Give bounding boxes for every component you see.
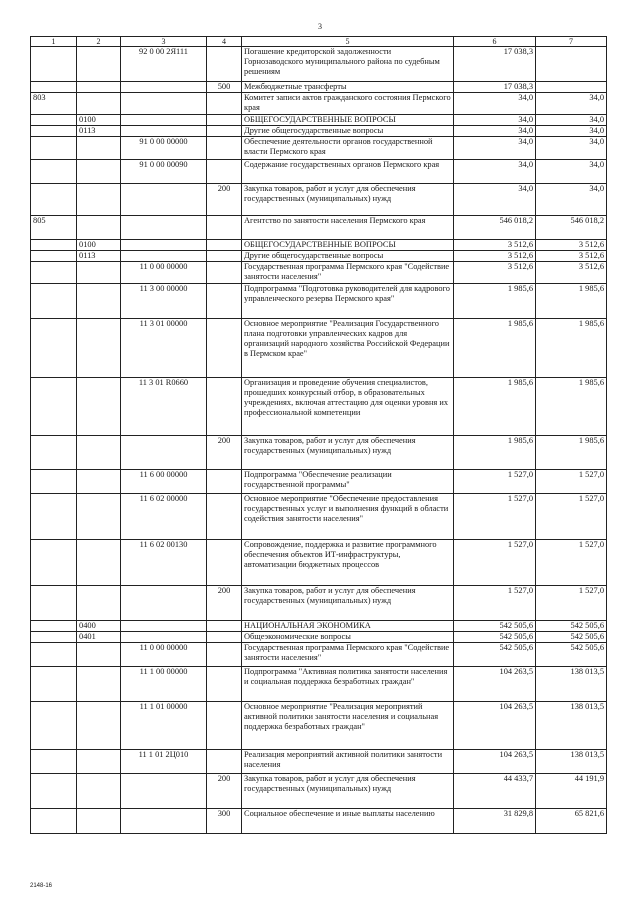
- section-code-cell: [77, 378, 121, 436]
- amount-year1-cell: 3 512,6: [454, 240, 536, 251]
- amount-year2-cell: 65 821,6: [536, 809, 607, 834]
- table-row: [31, 115, 607, 126]
- expense-type-cell: [207, 750, 242, 774]
- admin-code-cell: [31, 750, 77, 774]
- admin-code-cell: [31, 774, 77, 809]
- admin-code-cell: [31, 184, 77, 216]
- description-cell: Основное мероприятие "Обеспечение предоставления государственных услуг и выполнения функций в области содействия занятости населения": [242, 494, 454, 540]
- expense-type-cell: [207, 470, 242, 494]
- target-article-cell: [121, 126, 207, 137]
- description-cell: Государственная программа Пермского края "Содействие занятости населения": [242, 262, 454, 284]
- section-code-cell: [77, 643, 121, 667]
- amount-year2-cell: 1 527,0: [536, 470, 607, 494]
- table-row: [31, 82, 607, 93]
- table-row: [31, 184, 607, 216]
- admin-code-cell: [31, 262, 77, 284]
- table-row: [31, 93, 607, 115]
- amount-year1-cell: 1 527,0: [454, 470, 536, 494]
- expense-type-cell: 200: [207, 586, 242, 621]
- amount-year2-cell: 1 985,6: [536, 284, 607, 319]
- section-code-cell: [77, 702, 121, 750]
- amount-year2-cell: 542 505,6: [536, 621, 607, 632]
- amount-year1-cell: 104 263,5: [454, 702, 536, 750]
- section-code-cell: 0113: [77, 126, 121, 137]
- section-code-cell: 0400: [77, 621, 121, 632]
- table-row: [31, 586, 607, 621]
- expense-type-cell: 200: [207, 774, 242, 809]
- description-cell: Другие общегосударственные вопросы: [242, 251, 454, 262]
- amount-year1-cell: 1 527,0: [454, 494, 536, 540]
- table-row: [31, 378, 607, 436]
- table-row: [31, 160, 607, 184]
- section-code-cell: [77, 494, 121, 540]
- description-cell: ОБЩЕГОСУДАРСТВЕННЫЕ ВОПРОСЫ: [242, 240, 454, 251]
- target-article-cell: [121, 621, 207, 632]
- table-row: [31, 137, 607, 160]
- section-code-cell: 0113: [77, 251, 121, 262]
- expense-type-cell: 200: [207, 184, 242, 216]
- amount-year1-cell: 34,0: [454, 93, 536, 115]
- expense-type-cell: [207, 115, 242, 126]
- section-code-cell: [77, 93, 121, 115]
- expense-type-cell: [207, 667, 242, 702]
- expense-type-cell: [207, 494, 242, 540]
- admin-code-cell: [31, 809, 77, 834]
- admin-code-cell: [31, 632, 77, 643]
- amount-year2-cell: 34,0: [536, 160, 607, 184]
- description-cell: Основное мероприятие "Реализация Государственного плана подготовки управленческих кадров для организаций народного хозяйства Российской Федерации в Пермском крае": [242, 319, 454, 378]
- table-row: [31, 240, 607, 251]
- amount-year2-cell: 34,0: [536, 126, 607, 137]
- description-cell: Подпрограмма "Подготовка руководителей для кадрового управленческого резерва Пермского края": [242, 284, 454, 319]
- footer-code: 2148-16: [30, 883, 53, 889]
- amount-year1-cell: 542 505,6: [454, 632, 536, 643]
- description-cell: Подпрограмма "Обеспечение реализации государственной программы": [242, 470, 454, 494]
- amount-year2-cell: 138 013,5: [536, 667, 607, 702]
- admin-code-cell: [31, 47, 77, 82]
- admin-code-cell: [31, 126, 77, 137]
- amount-year2-cell: [536, 82, 607, 93]
- admin-code-cell: 805: [31, 216, 77, 240]
- amount-year1-cell: 1 527,0: [454, 540, 536, 586]
- description-cell: Комитет записи актов гражданского состояния Пермского края: [242, 93, 454, 115]
- description-cell: Реализация мероприятий активной политики занятости населения: [242, 750, 454, 774]
- section-code-cell: [77, 750, 121, 774]
- admin-code-cell: [31, 82, 77, 93]
- section-code-cell: [77, 284, 121, 319]
- expense-type-cell: [207, 621, 242, 632]
- col-header-5: 5: [242, 37, 454, 47]
- amount-year2-cell: 44 191,9: [536, 774, 607, 809]
- target-article-cell: 91 0 00 00000: [121, 137, 207, 160]
- target-article-cell: [121, 184, 207, 216]
- amount-year1-cell: 34,0: [454, 115, 536, 126]
- expense-type-cell: [207, 319, 242, 378]
- amount-year1-cell: 1 985,6: [454, 319, 536, 378]
- amount-year2-cell: 34,0: [536, 93, 607, 115]
- table-row: [31, 667, 607, 702]
- target-article-cell: 11 1 01 2Ц010: [121, 750, 207, 774]
- amount-year2-cell: 546 018,2: [536, 216, 607, 240]
- target-article-cell: [121, 632, 207, 643]
- target-article-cell: 11 0 00 00000: [121, 262, 207, 284]
- amount-year1-cell: 34,0: [454, 126, 536, 137]
- col-header-4: 4: [207, 37, 242, 47]
- amount-year1-cell: 546 018,2: [454, 216, 536, 240]
- target-article-cell: 11 6 02 00130: [121, 540, 207, 586]
- amount-year2-cell: 34,0: [536, 115, 607, 126]
- expense-type-cell: 200: [207, 436, 242, 470]
- description-cell: ОБЩЕГОСУДАРСТВЕННЫЕ ВОПРОСЫ: [242, 115, 454, 126]
- target-article-cell: [121, 115, 207, 126]
- amount-year2-cell: 542 505,6: [536, 632, 607, 643]
- target-article-cell: 11 6 02 00000: [121, 494, 207, 540]
- target-article-cell: 11 6 00 00000: [121, 470, 207, 494]
- description-cell: Государственная программа Пермского края "Содействие занятости населения": [242, 643, 454, 667]
- amount-year2-cell: 34,0: [536, 137, 607, 160]
- target-article-cell: 11 3 01 00000: [121, 319, 207, 378]
- admin-code-cell: [31, 240, 77, 251]
- description-cell: Межбюджетные трансферты: [242, 82, 454, 93]
- table-row: [31, 319, 607, 378]
- section-code-cell: 0100: [77, 240, 121, 251]
- section-code-cell: [77, 184, 121, 216]
- admin-code-cell: [31, 115, 77, 126]
- section-code-cell: [77, 809, 121, 834]
- admin-code-cell: [31, 643, 77, 667]
- amount-year2-cell: 138 013,5: [536, 702, 607, 750]
- amount-year1-cell: 34,0: [454, 184, 536, 216]
- admin-code-cell: [31, 436, 77, 470]
- col-header-2: 2: [77, 37, 121, 47]
- admin-code-cell: [31, 540, 77, 586]
- description-cell: Закупка товаров, работ и услуг для обеспечения государственных (муниципальных) нужд: [242, 184, 454, 216]
- section-code-cell: 0100: [77, 115, 121, 126]
- col-header-7: 7: [536, 37, 607, 47]
- expense-type-cell: [207, 632, 242, 643]
- amount-year2-cell: 3 512,6: [536, 240, 607, 251]
- table-row: [31, 621, 607, 632]
- admin-code-cell: [31, 494, 77, 540]
- amount-year1-cell: 1 985,6: [454, 378, 536, 436]
- amount-year2-cell: [536, 47, 607, 82]
- section-code-cell: [77, 137, 121, 160]
- target-article-cell: 11 1 00 00000: [121, 667, 207, 702]
- amount-year1-cell: 3 512,6: [454, 251, 536, 262]
- amount-year2-cell: 1 527,0: [536, 586, 607, 621]
- amount-year1-cell: 1 985,6: [454, 284, 536, 319]
- description-cell: Содержание государственных органов Пермского края: [242, 160, 454, 184]
- amount-year1-cell: 542 505,6: [454, 621, 536, 632]
- table-row: [31, 750, 607, 774]
- admin-code-cell: [31, 702, 77, 750]
- budget-table: [30, 36, 607, 834]
- amount-year1-cell: 31 829,8: [454, 809, 536, 834]
- target-article-cell: 11 1 01 00000: [121, 702, 207, 750]
- admin-code-cell: [31, 251, 77, 262]
- target-article-cell: 92 0 00 2Я111: [121, 47, 207, 82]
- expense-type-cell: 500: [207, 82, 242, 93]
- expense-type-cell: [207, 47, 242, 82]
- admin-code-cell: [31, 319, 77, 378]
- description-cell: Другие общегосударственные вопросы: [242, 126, 454, 137]
- amount-year1-cell: 1 527,0: [454, 586, 536, 621]
- target-article-cell: 11 3 00 00000: [121, 284, 207, 319]
- amount-year2-cell: 542 505,6: [536, 643, 607, 667]
- table-row: [31, 284, 607, 319]
- target-article-cell: [121, 774, 207, 809]
- table-row: [31, 47, 607, 82]
- amount-year1-cell: 17 038,3: [454, 47, 536, 82]
- admin-code-cell: [31, 137, 77, 160]
- target-article-cell: 91 0 00 00090: [121, 160, 207, 184]
- target-article-cell: [121, 240, 207, 251]
- admin-code-cell: [31, 160, 77, 184]
- target-article-cell: [121, 586, 207, 621]
- expense-type-cell: [207, 216, 242, 240]
- table-row: [31, 774, 607, 809]
- description-cell: Сопровождение, поддержка и развитие программного обеспечения объектов ИТ-инфраструктуры, автоматизации бюджетных процессов: [242, 540, 454, 586]
- expense-type-cell: [207, 378, 242, 436]
- target-article-cell: [121, 82, 207, 93]
- section-code-cell: [77, 319, 121, 378]
- expense-type-cell: [207, 240, 242, 251]
- description-cell: НАЦИОНАЛЬНАЯ ЭКОНОМИКА: [242, 621, 454, 632]
- amount-year2-cell: 1 985,6: [536, 436, 607, 470]
- section-code-cell: [77, 667, 121, 702]
- admin-code-cell: [31, 470, 77, 494]
- description-cell: Социальное обеспечение и иные выплаты населению: [242, 809, 454, 834]
- table-row: [31, 632, 607, 643]
- description-cell: Основное мероприятие "Реализация мероприятий активной политики занятости населения и социальная поддержка безработных граждан": [242, 702, 454, 750]
- section-code-cell: [77, 82, 121, 93]
- page-number: 3: [318, 22, 322, 31]
- section-code-cell: [77, 47, 121, 82]
- target-article-cell: 11 0 00 00000: [121, 643, 207, 667]
- admin-code-cell: [31, 667, 77, 702]
- amount-year1-cell: 17 038,3: [454, 82, 536, 93]
- amount-year2-cell: 3 512,6: [536, 262, 607, 284]
- description-cell: Погашение кредиторской задолженности Горнозаводского муниципального района по судебным решениям: [242, 47, 454, 82]
- amount-year1-cell: 34,0: [454, 160, 536, 184]
- expense-type-cell: [207, 262, 242, 284]
- admin-code-cell: [31, 284, 77, 319]
- section-code-cell: [77, 470, 121, 494]
- target-article-cell: [121, 216, 207, 240]
- expense-type-cell: [207, 540, 242, 586]
- section-code-cell: [77, 262, 121, 284]
- target-article-cell: [121, 251, 207, 262]
- target-article-cell: 11 3 01 R0660: [121, 378, 207, 436]
- col-header-1: 1: [31, 37, 77, 47]
- col-header-3: 3: [121, 37, 207, 47]
- section-code-cell: [77, 586, 121, 621]
- table-row: [31, 643, 607, 667]
- amount-year2-cell: 3 512,6: [536, 251, 607, 262]
- description-cell: Общеэкономические вопросы: [242, 632, 454, 643]
- expense-type-cell: [207, 702, 242, 750]
- expense-type-cell: [207, 643, 242, 667]
- expense-type-cell: [207, 126, 242, 137]
- admin-code-cell: 803: [31, 93, 77, 115]
- description-cell: Организация и проведение обучения специалистов, прошедших конкурсный отбор, в образовательных учреждениях, включая аттестацию для оценки уровня их профессиональной компетенции: [242, 378, 454, 436]
- description-cell: Закупка товаров, работ и услуг для обеспечения государственных (муниципальных) нужд: [242, 774, 454, 809]
- amount-year1-cell: 104 263,5: [454, 750, 536, 774]
- amount-year1-cell: 104 263,5: [454, 667, 536, 702]
- table-row: [31, 540, 607, 586]
- admin-code-cell: [31, 378, 77, 436]
- target-article-cell: [121, 809, 207, 834]
- section-code-cell: [77, 774, 121, 809]
- target-article-cell: [121, 93, 207, 115]
- expense-type-cell: [207, 160, 242, 184]
- amount-year2-cell: 1 985,6: [536, 319, 607, 378]
- amount-year1-cell: 34,0: [454, 137, 536, 160]
- amount-year2-cell: 34,0: [536, 184, 607, 216]
- section-code-cell: 0401: [77, 632, 121, 643]
- table-row: [31, 251, 607, 262]
- table-row: [31, 494, 607, 540]
- col-header-6: 6: [454, 37, 536, 47]
- amount-year1-cell: 1 985,6: [454, 436, 536, 470]
- section-code-cell: [77, 216, 121, 240]
- table-row: [31, 216, 607, 240]
- target-article-cell: [121, 436, 207, 470]
- amount-year1-cell: 542 505,6: [454, 643, 536, 667]
- amount-year1-cell: 3 512,6: [454, 262, 536, 284]
- expense-type-cell: [207, 251, 242, 262]
- description-cell: Обеспечение деятельности органов государственной власти Пермского края: [242, 137, 454, 160]
- admin-code-cell: [31, 586, 77, 621]
- expense-type-cell: [207, 137, 242, 160]
- description-cell: Закупка товаров, работ и услуг для обеспечения государственных (муниципальных) нужд: [242, 586, 454, 621]
- table-row: [31, 470, 607, 494]
- header-row: [31, 37, 607, 47]
- table-row: [31, 702, 607, 750]
- expense-type-cell: 300: [207, 809, 242, 834]
- expense-type-cell: [207, 284, 242, 319]
- table-row: [31, 262, 607, 284]
- amount-year2-cell: 1 985,6: [536, 378, 607, 436]
- amount-year2-cell: 1 527,0: [536, 540, 607, 586]
- amount-year2-cell: 1 527,0: [536, 494, 607, 540]
- description-cell: Агентство по занятости населения Пермского края: [242, 216, 454, 240]
- section-code-cell: [77, 540, 121, 586]
- table-row: [31, 436, 607, 470]
- admin-code-cell: [31, 621, 77, 632]
- table-row: [31, 126, 607, 137]
- section-code-cell: [77, 160, 121, 184]
- description-cell: Подпрограмма "Активная политика занятости населения и социальная поддержка безработных граждан": [242, 667, 454, 702]
- amount-year1-cell: 44 433,7: [454, 774, 536, 809]
- section-code-cell: [77, 436, 121, 470]
- expense-type-cell: [207, 93, 242, 115]
- amount-year2-cell: 138 013,5: [536, 750, 607, 774]
- table-row: [31, 809, 607, 834]
- description-cell: Закупка товаров, работ и услуг для обеспечения государственных (муниципальных) нужд: [242, 436, 454, 470]
